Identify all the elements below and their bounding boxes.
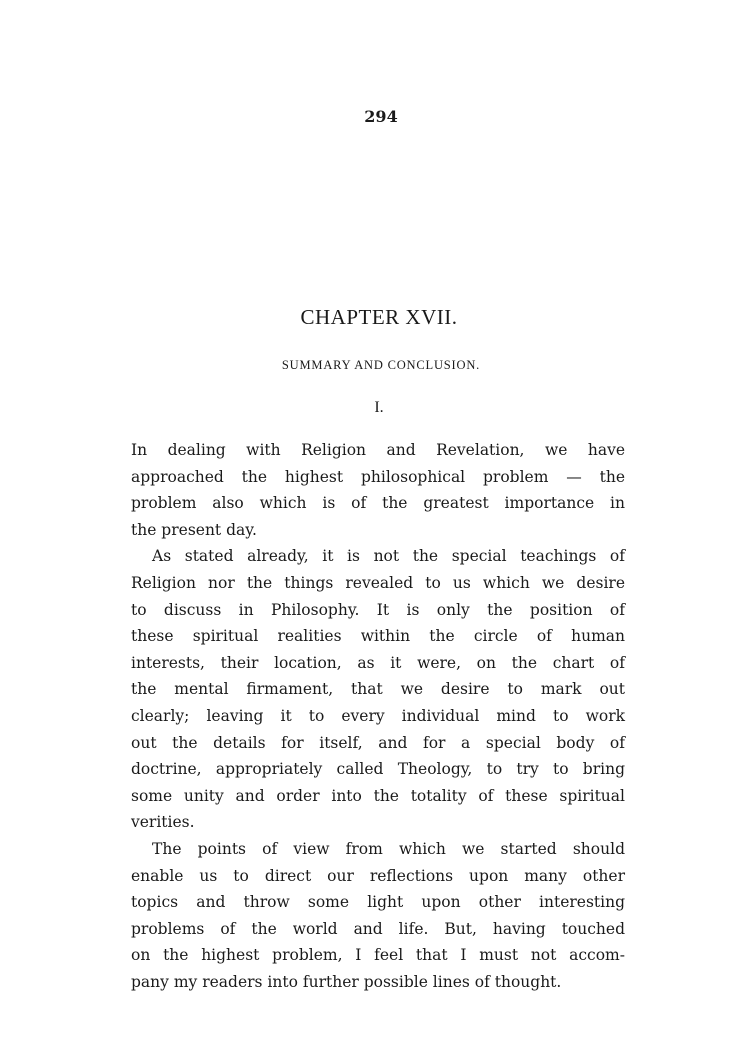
paragraph-2-line-1: As stated already, it is not the special teachings of: [152, 547, 625, 566]
paragraph-3-line-3: topics and throw some light upon other interesting: [131, 893, 625, 912]
paragraph-2-line-9: doctrine, appropriately called Theology, to try to bring: [131, 760, 625, 779]
paragraph-2-line-4: these spiritual realities within the circle of human: [131, 627, 625, 646]
paragraph-2-line-6: the mental firmament, that we desire to mark out: [131, 680, 625, 699]
paragraph-2-line-8: out the details for itself, and for a special body of: [131, 733, 625, 752]
paragraph-2-line-11: verities.: [131, 813, 195, 832]
paragraph-3-line-6: pany my readers into further possible lines of thought.: [131, 972, 562, 991]
paragraph-1-line-1: In dealing with Religion and Revelation, we have: [131, 441, 625, 459]
paragraph-1-line-3: problem also which is of the greatest importance in: [131, 494, 625, 513]
paragraph-1-line-4: the present day.: [131, 520, 257, 539]
paragraph-1-line-2: approached the highest philosophical problem — the: [131, 467, 625, 486]
paragraph-2-line-5: interests, their location, as it were, on the chart of: [131, 653, 625, 672]
paragraph-3-line-4: problems of the world and life. But, having touched: [131, 919, 625, 938]
chapter-title: CHAPTER XVII.: [300, 305, 458, 329]
paragraph-2-line-2: Religion nor the things revealed to us which we desire: [131, 573, 625, 592]
paragraph-3-line-5: on the highest problem, I feel that I must not accom-: [131, 946, 625, 965]
page-number: 294: [364, 107, 398, 126]
body-text: [131, 437, 625, 995]
paragraph-2-line-3: to discuss in Philosophy. It is only the position of: [131, 600, 625, 619]
chapter-subtitle: SUMMARY AND CONCLUSION.: [281, 358, 481, 372]
paragraph-3-line-2: enable us to direct our reflections upon many other: [131, 866, 625, 885]
paragraph-3-line-1: The points of view from which we started should: [152, 839, 625, 858]
paragraph-2-line-10: some unity and order into the totality of these spiritual: [131, 786, 625, 805]
paragraph-2-line-7: clearly; leaving it to every individual mind to work: [131, 706, 625, 725]
section-number: I.: [374, 399, 384, 416]
